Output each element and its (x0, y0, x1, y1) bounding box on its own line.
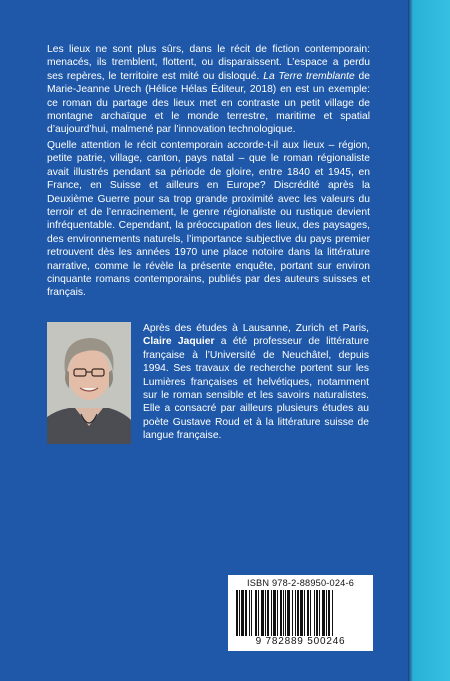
book-title-italic: La Terre tremblante (263, 70, 355, 82)
summary-paragraph-2: Quelle attention le récit contemporain accorde-t-il aux lieux – région, petite patrie, village, canton, pays natal – que le roman régionaliste avait illustrés pendant sa période de gloire, entre 1840 et 1945, en France, en Suisse et ailleurs en Europe? Discrédité après la Deuxième Guerre pour sa trop grande proximité avec les valeurs du terroir et de l’enracinement, le genre régionaliste ou rustique devient infréquentable. Cependant, la préoccupation des lieux, des paysages, des environnements naturels, l’importance subjective du pays premier retrouvent dès les années 1970 une place notoire dans la littérature narrative, comme le révèle la présente enquête, portant sur environ cinquante romans contemporains, publiés par des auteurs suisses et français. (47, 140, 370, 299)
author-bio (143, 322, 369, 443)
summary-text-1a: Les lieux ne sont plus sûrs, dans le récit de fiction contemporain: menacés, ils tremblent, flottent, ou disparaissent. L’espace a perdu ses repères, le territoire est mité ou disloqué. (47, 44, 370, 82)
bio-intro: Après des études à Lausanne, Zurich et Paris, (143, 323, 369, 334)
isbn-number: ISBN 978-2-88950-024-6 (246, 578, 355, 588)
summary-text-1b: de Marie-Jeanne Urech (Hélice Hélas Éditeur, 2018) en est un exemple: ce roman du partage des lieux met en contraste un petit village de montagne archaïque et le monde terrestre, maritime et spatial d’aujourd’hui, malmené par l’innovation technologique. (47, 70, 370, 136)
barcode-icon (236, 590, 365, 636)
summary-paragraph-1 (47, 43, 370, 137)
author-name: Claire Jaquier (143, 336, 215, 348)
ean-digits: 9 782889 500246 (255, 636, 346, 647)
barcode-panel (228, 575, 373, 651)
author-photo (47, 322, 131, 444)
author-portrait-image (47, 322, 131, 444)
bio-rest: a été professeur de littérature française à l’Université de Neuchâtel, depuis 1994. Ses travaux de recherche portent sur les Lumières françaises et helvétiques, notamment sur le roman sensible et les savoirs naturalistes. Elle a consacré par ailleurs plusieurs études au poète Gustave Roud et à la littérature suisse de langue française. (143, 336, 369, 442)
book-spine (408, 0, 450, 681)
